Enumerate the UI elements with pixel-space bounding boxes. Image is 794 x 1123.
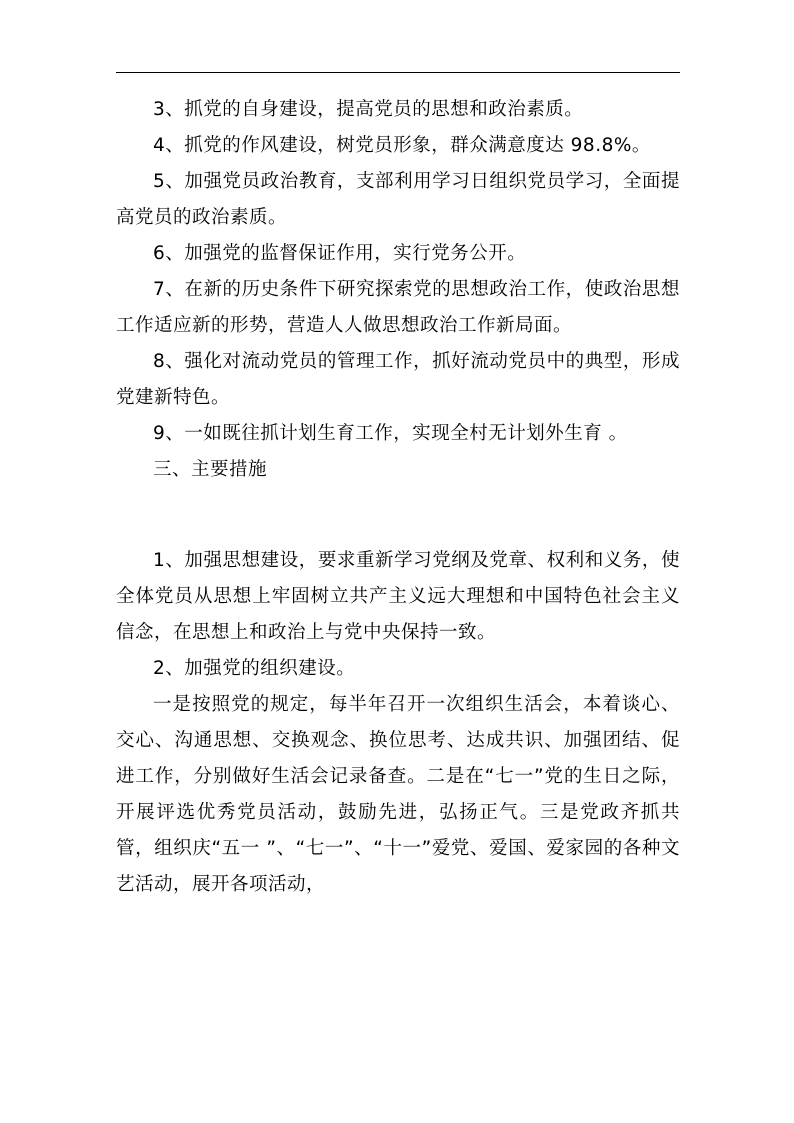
paragraph-item-9: 9、一如既往抓计划生育工作，实现全村无计划外生育 。 [153,423,628,444]
paragraph-item-7: 7、在新的历史条件下研究探索党的思想政治工作，使政治思想工作适应新的形势，营造人人做思想政治工作新局面。 [116,279,680,336]
paragraph-item-6: 6、加强党的监督保证作用，实行党务公开。 [153,243,527,264]
section-spacer [116,488,680,543]
measure-item-2: 2、加强党的组织建设。 [153,658,356,679]
measure-item-2-detail: 一是按照党的规定，每半年召开一次组织生活会，本着谈心、交心、沟通思想、交换观念、换位思考、达成共识、加强团结、促进工作，分别做好生活会记录备查。二是在“七一”党的生日之际，开展评选优秀党员活动，鼓励先进，弘扬正气。三是党政齐抓共管，组织庆“五一 ”、“七一”、“十一”爱党、爱国、爱家园的各种文艺活动，展开各项活动， [116,694,680,895]
document-body [116,92,680,903]
measure-item-1: 1、加强思想建设，要求重新学习党纲及党章、权利和义务，使全体党员从思想上牢固树立共产主义远大理想和中国特色社会主义信念，在思想上和政治上与党中央保持一致。 [116,550,680,643]
paragraph-item-3: 3、抓党的自身建设，提高党员的思想和政治素质。 [153,99,584,120]
section-heading: 三、主要措施 [153,459,268,480]
paragraph-item-5: 5、加强党员政治教育，支部利用学习日组织党员学习，全面提高党员的政治素质。 [116,171,680,228]
paragraph-item-8: 8、强化对流动党员的管理工作，抓好流动党员中的典型，形成党建新特色。 [116,351,680,408]
paragraph-item-4: 4、抓党的作风建设，树党员形象，群众满意度达 98.8%。 [153,135,651,156]
header-rule [116,72,680,73]
